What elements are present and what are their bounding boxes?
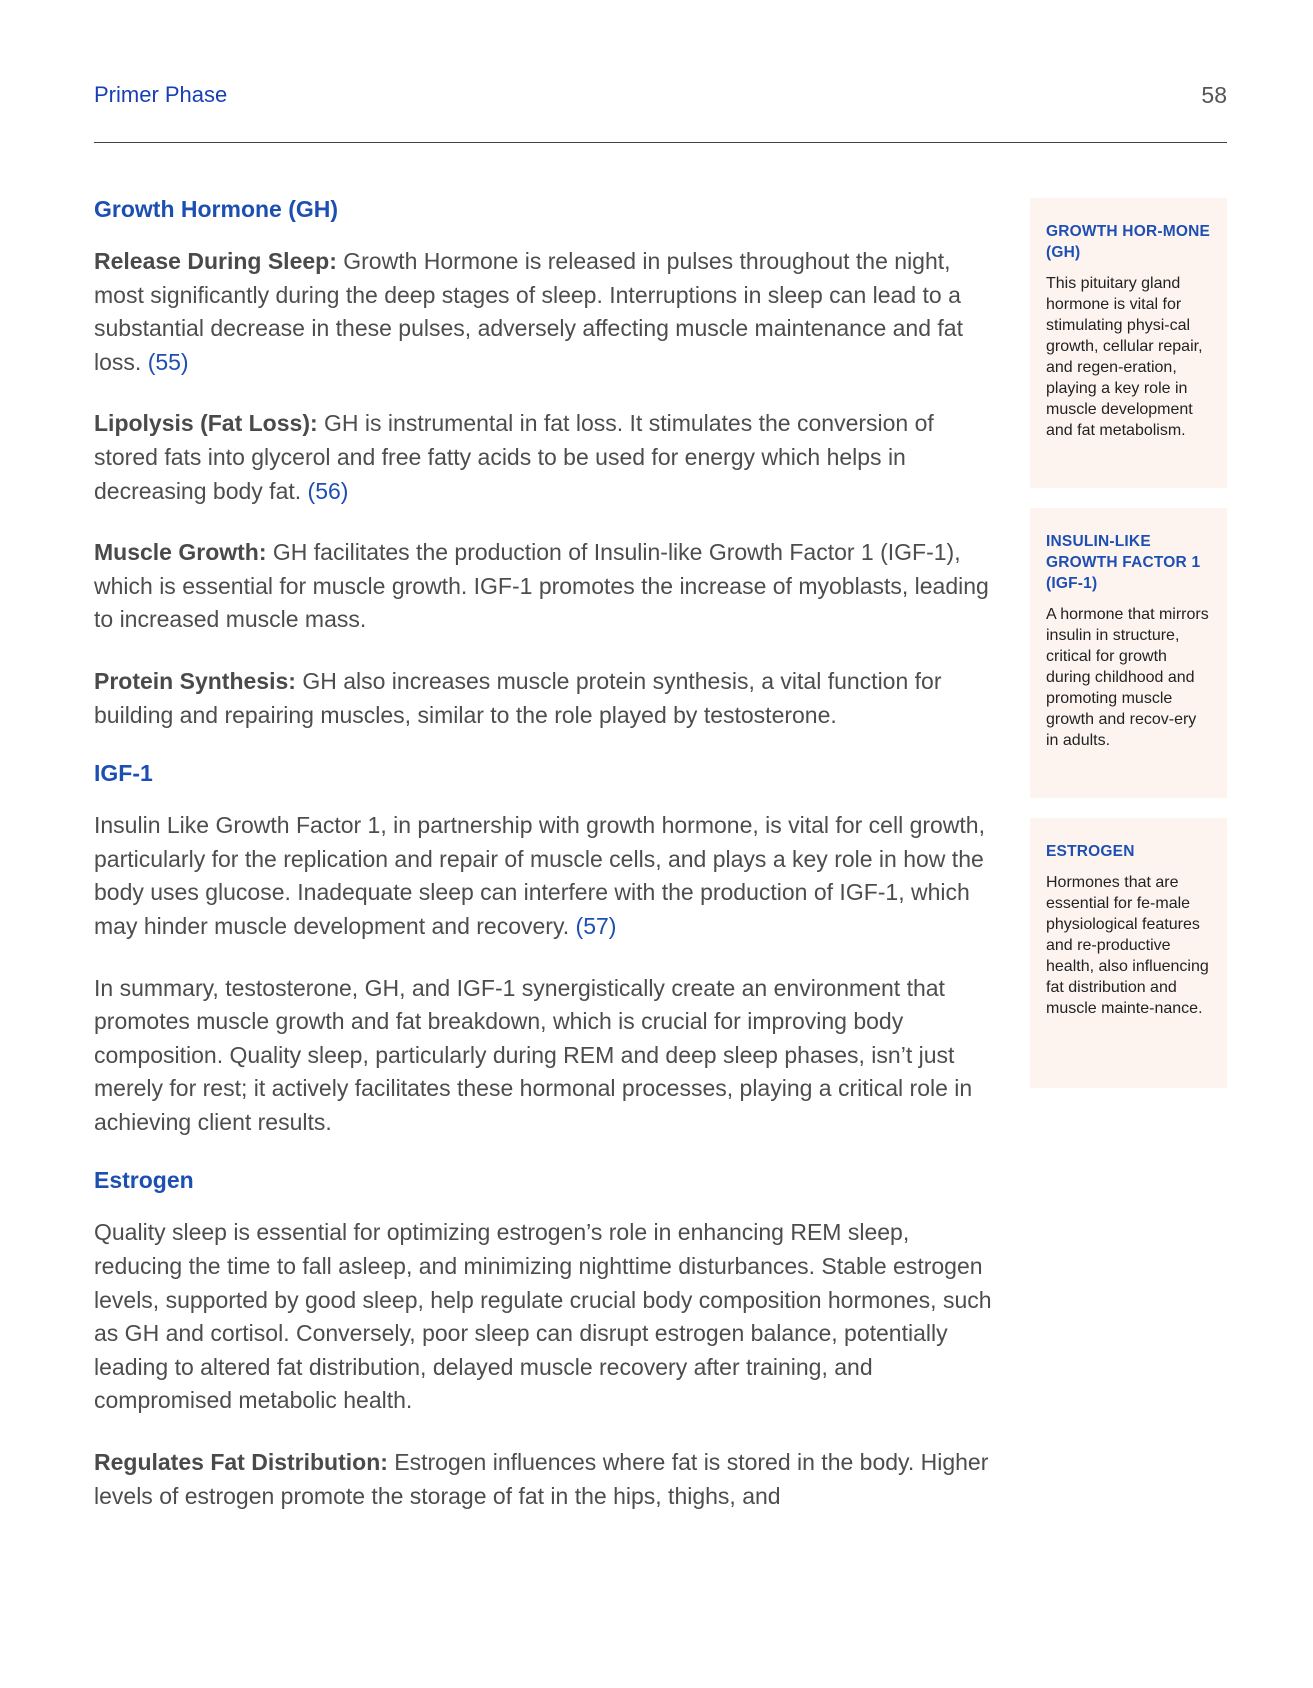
text-regulates-fat-distribution: Estrogen influences where fat is stored in the body. Higher levels of estrogen promote the storage of fat in the hips, thighs, and: [94, 1449, 989, 1509]
paragraph-regulates-fat-distribution: [94, 1446, 999, 1513]
glossary-title-estrogen: ESTROGEN: [1046, 843, 1135, 860]
paragraph-protein-synthesis: [94, 665, 999, 732]
glossary-body-estrogen: Hormones that are essential for fe-male physiological features and re-productive health, also influencing fat distribution and muscle mainte-nance.: [1046, 874, 1209, 1017]
lead-release-during-sleep: Release During Sleep:: [94, 248, 337, 274]
glossary-body-igf: A hormone that mirrors insulin in structure, critical for growth during childhood and promoting muscle growth and recov-ery in adults.: [1046, 606, 1209, 749]
text-release-during-sleep: Growth Hormone is released in pulses throughout the night, most significantly during the deep stages of sleep. Interruptions in sleep can lead to a substantial decrease in these pulses, adversely affecting muscle maintenance and fat loss.: [94, 248, 963, 375]
citation-55[interactable]: (55): [147, 348, 189, 375]
glossary-igf-1: [1030, 508, 1227, 798]
glossary-growth-hormone: [1030, 198, 1227, 488]
text-igf-1: Insulin Like Growth Factor 1, in partnership with growth hormone, is vital for cell growth, particularly for the replication and repair of muscle cells, and plays a key role in how the body uses glucose. Inadequate sleep can interfere with the production of IGF-1, which may hinder muscle development and recovery.: [94, 812, 985, 939]
paragraph-muscle-growth: [94, 536, 999, 637]
citation-57[interactable]: (57): [575, 912, 617, 939]
glossary-title-gh: GROWTH HOR-MONE (GH): [1046, 223, 1211, 261]
paragraph-estrogen: Quality sleep is essential for optimizing estrogen’s role in enhancing REM sleep, reducing the time to fall asleep, and minimizing nighttime disturbances. Stable estrogen levels, supported by good sleep, help regulate crucial body composition hormones, such as GH and cortisol. Conversely, poor sleep can disrupt estrogen balance, potentially leading to altered fat distribution, delayed muscle recovery after training, and compromised metabolic health.: [94, 1219, 992, 1414]
paragraph-release-during-sleep: [94, 245, 999, 379]
lead-lipolysis: Lipolysis (Fat Loss):: [94, 410, 318, 437]
paragraph-igf-1: [94, 809, 999, 943]
paragraph-lipolysis: [94, 407, 999, 508]
heading-estrogen: Estrogen: [94, 1167, 194, 1194]
page-number: 58: [1201, 82, 1227, 108]
text-protein-synthesis: GH also increases muscle protein synthesis, a vital function for building and repairing muscles, similar to the role played by testosterone.: [94, 667, 942, 728]
heading-growth-hormone: Growth Hormone (GH): [94, 196, 339, 222]
main-content: [94, 196, 999, 1541]
heading-igf-1: IGF-1: [94, 760, 153, 787]
lead-muscle-growth: Muscle Growth:: [94, 539, 267, 566]
glossary-title-igf: INSULIN-LIKE GROWTH FACTOR 1 (IGF-1): [1046, 533, 1201, 592]
glossary-estrogen: [1030, 818, 1227, 1088]
section-title: Primer Phase: [94, 82, 228, 107]
lead-regulates-fat-distribution: Regulates Fat Distribution:: [94, 1449, 388, 1476]
text-lipolysis: GH is instrumental in fat loss. It stimulates the conversion of stored fats into glycerol and free fatty acids to be used for energy which helps in decreasing body fat.: [94, 410, 934, 504]
page-header: [94, 80, 1227, 143]
glossary-body-gh: This pituitary gland hormone is vital for stimulating physi-cal growth, cellular repair, and regen-eration, playing a key role in muscle development and fat metabolism.: [1046, 275, 1203, 439]
paragraph-summary: In summary, testosterone, GH, and IGF-1 synergistically create an environment that promotes muscle growth and fat breakdown, which is crucial for improving body composition. Quality sleep, particularly during REM and deep sleep phases, isn’t just merely for rest; it actively facilitates these hormonal processes, playing a critical role in achieving client results.: [94, 974, 973, 1135]
lead-protein-synthesis: Protein Synthesis:: [94, 667, 296, 694]
citation-56[interactable]: (56): [307, 477, 349, 504]
text-muscle-growth: GH facilitates the production of Insulin-like Growth Factor 1 (IGF-1), which is essential for muscle growth. IGF-1 promotes the increase of myoblasts, leading to increased muscle mass.: [94, 539, 989, 633]
